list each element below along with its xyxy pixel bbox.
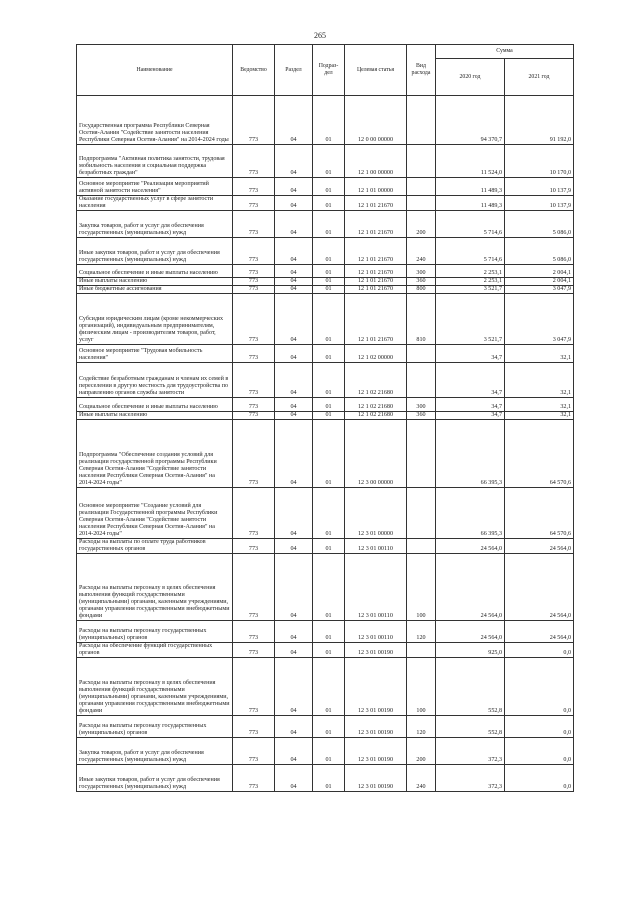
row-dept: 773 <box>233 658 275 716</box>
row-dept: 773 <box>233 286 275 294</box>
row-target: 12 1 01 00000 <box>345 178 407 196</box>
row-dept: 773 <box>233 363 275 398</box>
row-target: 12 1 02 21680 <box>345 412 407 420</box>
row-target: 12 3 01 00190 <box>345 738 407 765</box>
row-subsection: 01 <box>313 196 345 211</box>
row-exptype: 300 <box>407 398 436 412</box>
row-section: 04 <box>275 412 313 420</box>
row-name: Подпрограмма "Обеспечение создания условий для реализации государственной программы Республики Северная Осетия-Алания "Содействие занятости населения Республики Северная Осетия-Алания" на 2014-2024 годы" <box>77 420 233 488</box>
row-target: 12 1 01 21670 <box>345 278 407 286</box>
row-dept: 773 <box>233 643 275 658</box>
row-target: 12 3 01 00000 <box>345 488 407 539</box>
row-2021: 2 004,1 <box>505 278 574 286</box>
row-2021: 24 564,0 <box>505 554 574 621</box>
row-exptype <box>407 196 436 211</box>
row-exptype: 360 <box>407 412 436 420</box>
row-target: 12 3 00 00000 <box>345 420 407 488</box>
header-sum: Сумма <box>436 45 574 59</box>
row-2021: 5 086,0 <box>505 211 574 238</box>
table-row <box>77 539 574 554</box>
row-subsection: 01 <box>313 345 345 363</box>
row-section: 04 <box>275 145 313 178</box>
row-2021: 0,0 <box>505 765 574 792</box>
row-2020: 34,7 <box>436 345 505 363</box>
row-2020: 11 489,3 <box>436 196 505 211</box>
row-name: Расходы на выплаты персоналу в целях обеспечения выполнения функций государственными (муниципальными) органами, казенными учреждениями, органами управления государственными внебюджетными фондами <box>77 658 233 716</box>
row-exptype <box>407 345 436 363</box>
row-target: 12 3 01 00190 <box>345 765 407 792</box>
row-name: Содействие безработным гражданам и членам их семей в переселении в другую местность для трудоустройства по направлению органов службы занятости <box>77 363 233 398</box>
row-2020: 34,7 <box>436 412 505 420</box>
table-row <box>77 196 574 211</box>
row-name: Государственная программа Республики Северная Осетия-Алания "Содействие занятости населения Республики Северная Осетия-Алания" на 2014-2024 годы <box>77 96 233 145</box>
row-exptype <box>407 145 436 178</box>
row-2021: 32,1 <box>505 412 574 420</box>
row-name: Иные выплаты населению <box>77 278 233 286</box>
row-dept: 773 <box>233 539 275 554</box>
table-row <box>77 554 574 621</box>
row-2021: 0,0 <box>505 643 574 658</box>
row-name: Расходы на выплаты персоналу в целях обеспечения выполнения функций государственными (муниципальными) органами, казенными учреждениями, органами управления государственными внебюджетными фондами <box>77 554 233 621</box>
row-exptype <box>407 643 436 658</box>
row-exptype <box>407 488 436 539</box>
row-subsection: 01 <box>313 554 345 621</box>
row-dept: 773 <box>233 621 275 643</box>
row-section: 04 <box>275 539 313 554</box>
row-section: 04 <box>275 211 313 238</box>
row-2021: 32,1 <box>505 398 574 412</box>
row-subsection: 01 <box>313 658 345 716</box>
table-row <box>77 145 574 178</box>
table-row <box>77 738 574 765</box>
header-2021: 2021 год <box>505 59 574 96</box>
row-2020: 34,7 <box>436 398 505 412</box>
table-row <box>77 265 574 278</box>
table-row <box>77 286 574 294</box>
row-target: 12 1 02 00000 <box>345 345 407 363</box>
row-name: Иные бюджетные ассигнования <box>77 286 233 294</box>
row-target: 12 1 01 21670 <box>345 196 407 211</box>
row-exptype <box>407 539 436 554</box>
row-2021: 3 047,9 <box>505 294 574 345</box>
row-section: 04 <box>275 294 313 345</box>
row-dept: 773 <box>233 716 275 738</box>
row-subsection: 01 <box>313 621 345 643</box>
row-dept: 773 <box>233 412 275 420</box>
row-2021: 64 570,6 <box>505 420 574 488</box>
row-name: Расходы на выплаты по оплате труда работников государственных органов <box>77 539 233 554</box>
row-subsection: 01 <box>313 363 345 398</box>
row-exptype: 100 <box>407 554 436 621</box>
row-name: Социальное обеспечение и иные выплаты населению <box>77 398 233 412</box>
row-section: 04 <box>275 738 313 765</box>
row-section: 04 <box>275 658 313 716</box>
table-row <box>77 398 574 412</box>
table-row <box>77 621 574 643</box>
row-exptype: 810 <box>407 294 436 345</box>
row-section: 04 <box>275 265 313 278</box>
row-section: 04 <box>275 554 313 621</box>
row-target: 12 1 02 21680 <box>345 398 407 412</box>
row-target: 12 3 01 00190 <box>345 643 407 658</box>
row-target: 12 1 02 21680 <box>345 363 407 398</box>
row-subsection: 01 <box>313 488 345 539</box>
row-2020: 34,7 <box>436 363 505 398</box>
row-name: Подпрограмма "Активная политика занятости, трудовая мобильность населения и социальная поддержка безработных граждан" <box>77 145 233 178</box>
row-exptype: 200 <box>407 738 436 765</box>
row-name: Закупка товаров, работ и услуг для обеспечения государственных (муниципальных) нужд <box>77 211 233 238</box>
table-row <box>77 294 574 345</box>
table-row <box>77 488 574 539</box>
row-2020: 5 714,6 <box>436 211 505 238</box>
table-row <box>77 96 574 145</box>
row-target: 12 1 01 21670 <box>345 265 407 278</box>
row-name: Иные выплаты населению <box>77 412 233 420</box>
row-target: 12 3 01 00110 <box>345 621 407 643</box>
row-target: 12 3 01 00190 <box>345 658 407 716</box>
row-section: 04 <box>275 196 313 211</box>
row-section: 04 <box>275 398 313 412</box>
row-exptype: 120 <box>407 716 436 738</box>
table-row <box>77 211 574 238</box>
row-2021: 24 564,0 <box>505 621 574 643</box>
row-dept: 773 <box>233 196 275 211</box>
row-exptype <box>407 96 436 145</box>
row-target: 12 3 01 00190 <box>345 716 407 738</box>
row-exptype: 200 <box>407 211 436 238</box>
row-exptype: 100 <box>407 658 436 716</box>
row-dept: 773 <box>233 738 275 765</box>
row-subsection: 01 <box>313 265 345 278</box>
header-exptype: Вид расхода <box>407 45 436 96</box>
row-subsection: 01 <box>313 539 345 554</box>
header-dept: Ведомство <box>233 45 275 96</box>
row-subsection: 01 <box>313 286 345 294</box>
row-exptype <box>407 420 436 488</box>
row-2021: 0,0 <box>505 716 574 738</box>
row-dept: 773 <box>233 265 275 278</box>
row-dept: 773 <box>233 278 275 286</box>
row-section: 04 <box>275 96 313 145</box>
row-exptype: 300 <box>407 265 436 278</box>
header-target: Целевая статья <box>345 45 407 96</box>
row-2020: 372,3 <box>436 765 505 792</box>
row-subsection: 01 <box>313 716 345 738</box>
table-row <box>77 363 574 398</box>
row-dept: 773 <box>233 238 275 265</box>
header-section: Раздел <box>275 45 313 96</box>
table-row <box>77 238 574 265</box>
row-section: 04 <box>275 345 313 363</box>
row-2021: 24 564,0 <box>505 539 574 554</box>
row-exptype: 120 <box>407 621 436 643</box>
row-section: 04 <box>275 286 313 294</box>
row-2020: 5 714,6 <box>436 238 505 265</box>
row-2020: 552,8 <box>436 716 505 738</box>
row-dept: 773 <box>233 345 275 363</box>
row-dept: 773 <box>233 420 275 488</box>
row-2020: 3 521,7 <box>436 286 505 294</box>
row-name: Закупка товаров, работ и услуг для обеспечения государственных (муниципальных) нужд <box>77 738 233 765</box>
row-section: 04 <box>275 765 313 792</box>
row-subsection: 01 <box>313 765 345 792</box>
row-2020: 94 370,7 <box>436 96 505 145</box>
row-section: 04 <box>275 238 313 265</box>
row-dept: 773 <box>233 145 275 178</box>
row-target: 12 0 00 00000 <box>345 96 407 145</box>
row-name: Иные закупки товаров, работ и услуг для обеспечения государственных (муниципальных) нужд <box>77 238 233 265</box>
row-target: 12 1 01 21670 <box>345 294 407 345</box>
row-2021: 10 137,9 <box>505 196 574 211</box>
row-2021: 32,1 <box>505 363 574 398</box>
row-2020: 24 564,0 <box>436 554 505 621</box>
table-row <box>77 716 574 738</box>
header-name: Наименование <box>77 45 233 96</box>
row-2021: 5 086,0 <box>505 238 574 265</box>
budget-table <box>76 44 574 792</box>
row-2020: 3 521,7 <box>436 294 505 345</box>
row-name: Расходы на обеспечение функций государственных органов <box>77 643 233 658</box>
row-dept: 773 <box>233 488 275 539</box>
table-row <box>77 420 574 488</box>
row-section: 04 <box>275 178 313 196</box>
row-name: Расходы на выплаты персоналу государственных (муниципальных) органов <box>77 716 233 738</box>
row-name: Основное мероприятие "Создание условий для реализации Государственной программы Республики Северная Осетия-Алания "Содействие занятости населения Республики Северная Осетия-Алания" на 2014-2024 годы" <box>77 488 233 539</box>
row-name: Субсидии юридическим лицам (кроме некоммерческих организаций), индивидуальным предпринимателям, физическим лицам - производителям товаров, работ, услуг <box>77 294 233 345</box>
row-dept: 773 <box>233 294 275 345</box>
row-target: 12 3 01 00110 <box>345 554 407 621</box>
row-2020: 24 564,0 <box>436 539 505 554</box>
row-2021: 10 137,9 <box>505 178 574 196</box>
table-row <box>77 178 574 196</box>
table-row <box>77 345 574 363</box>
row-dept: 773 <box>233 178 275 196</box>
row-name: Основное мероприятие "Реализация мероприятий активной занятости населения" <box>77 178 233 196</box>
row-2020: 372,3 <box>436 738 505 765</box>
row-section: 04 <box>275 716 313 738</box>
row-exptype: 240 <box>407 238 436 265</box>
table-row <box>77 643 574 658</box>
table-row <box>77 412 574 420</box>
row-2021: 10 170,0 <box>505 145 574 178</box>
row-2020: 11 489,3 <box>436 178 505 196</box>
row-exptype: 360 <box>407 278 436 286</box>
row-exptype: 800 <box>407 286 436 294</box>
row-2020: 552,8 <box>436 658 505 716</box>
row-target: 12 1 01 21670 <box>345 238 407 265</box>
row-2020: 925,0 <box>436 643 505 658</box>
row-name: Расходы на выплаты персоналу государственных (муниципальных) органов <box>77 621 233 643</box>
row-2020: 24 564,0 <box>436 621 505 643</box>
row-subsection: 01 <box>313 145 345 178</box>
row-dept: 773 <box>233 96 275 145</box>
row-target: 12 3 01 00110 <box>345 539 407 554</box>
row-subsection: 01 <box>313 238 345 265</box>
table-row <box>77 765 574 792</box>
header-2020: 2020 год <box>436 59 505 96</box>
row-dept: 773 <box>233 765 275 792</box>
row-subsection: 01 <box>313 420 345 488</box>
row-subsection: 01 <box>313 738 345 765</box>
row-exptype: 240 <box>407 765 436 792</box>
row-subsection: 01 <box>313 178 345 196</box>
row-section: 04 <box>275 621 313 643</box>
row-2021: 64 570,6 <box>505 488 574 539</box>
table-row <box>77 658 574 716</box>
row-subsection: 01 <box>313 211 345 238</box>
row-name: Оказание государственных услуг в сфере занятости населения <box>77 196 233 211</box>
row-exptype <box>407 363 436 398</box>
row-exptype <box>407 178 436 196</box>
row-section: 04 <box>275 278 313 286</box>
row-dept: 773 <box>233 211 275 238</box>
row-2021: 0,0 <box>505 738 574 765</box>
row-target: 12 1 01 21670 <box>345 286 407 294</box>
row-subsection: 01 <box>313 278 345 286</box>
row-target: 12 1 01 21670 <box>345 211 407 238</box>
row-2021: 0,0 <box>505 658 574 716</box>
row-dept: 773 <box>233 398 275 412</box>
row-subsection: 01 <box>313 398 345 412</box>
row-2020: 2 253,1 <box>436 278 505 286</box>
row-2020: 2 253,1 <box>436 265 505 278</box>
row-name: Социальное обеспечение и иные выплаты населению <box>77 265 233 278</box>
row-subsection: 01 <box>313 294 345 345</box>
table-row <box>77 278 574 286</box>
row-2020: 11 524,0 <box>436 145 505 178</box>
row-2021: 3 047,9 <box>505 286 574 294</box>
row-subsection: 01 <box>313 412 345 420</box>
row-2021: 2 004,1 <box>505 265 574 278</box>
row-section: 04 <box>275 363 313 398</box>
row-section: 04 <box>275 420 313 488</box>
row-2021: 32,1 <box>505 345 574 363</box>
row-2021: 91 192,0 <box>505 96 574 145</box>
row-section: 04 <box>275 643 313 658</box>
row-2020: 66 395,3 <box>436 488 505 539</box>
row-dept: 773 <box>233 554 275 621</box>
row-name: Основное мероприятие "Трудовая мобильность населения" <box>77 345 233 363</box>
table-body <box>77 96 574 792</box>
row-2020: 66 395,3 <box>436 420 505 488</box>
header-subsection: Подраз- дел <box>313 45 345 96</box>
row-target: 12 1 00 00000 <box>345 145 407 178</box>
row-section: 04 <box>275 488 313 539</box>
row-subsection: 01 <box>313 643 345 658</box>
row-name: Иные закупки товаров, работ и услуг для обеспечения государственных (муниципальных) нужд <box>77 765 233 792</box>
row-subsection: 01 <box>313 96 345 145</box>
page-number: 265 <box>314 31 326 40</box>
